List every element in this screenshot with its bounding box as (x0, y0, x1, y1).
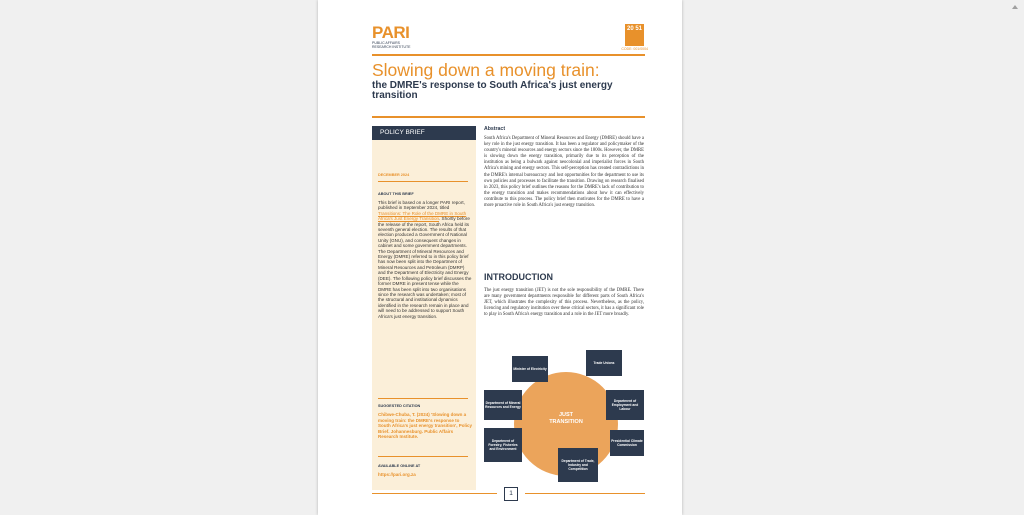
document-page (318, 0, 682, 515)
node-employment-labour: Department of Employment and Labour (606, 390, 644, 420)
available-label: AVAILABLE ONLINE AT (378, 464, 421, 468)
node-presidential-climate: Presidential Climate Commission (610, 430, 644, 456)
abstract-section (484, 126, 644, 209)
citation-label: SUGGESTED CITATION (378, 404, 421, 408)
node-forestry-fisheries: Department of Forestry, Fisheries and Environment (484, 428, 522, 462)
node-dmre: Department of Mineral Resources and Energy (484, 390, 522, 420)
sidebar-divider (378, 181, 468, 182)
about-text (378, 200, 472, 319)
citation-text: Chibwe-Chuba, T. (2024) 'Slowing down a moving train: the DMRE's response to South Africa's just energy transition', Policy Brief. Johannesburg. Public Affairs Research Institute. (378, 412, 472, 440)
title-divider (372, 116, 645, 118)
logo-mark-a: PA (372, 23, 394, 42)
policy-brief-heading: POLICY BRIEF (372, 126, 476, 140)
node-minister-electricity: Minister of Electricity (512, 356, 548, 382)
document-title: Slowing down a moving train: (372, 60, 600, 80)
logo-subtitle: PUBLIC AFFAIRS RESEARCH INSTITUTE (372, 41, 411, 49)
about-text-pre: This brief is based on a longer PARI report, published in September 2024, titled (378, 200, 465, 211)
introduction-heading: INTRODUCTION (484, 272, 553, 282)
footer-divider-left (372, 493, 497, 494)
page-number: 1 (504, 487, 518, 501)
abstract-text: South Africa's Department of Mineral Resources and Energy (DMRE) should have a key role in the just energy transition. It has been a regulator and policymaker of the country's mineral resources and energy sectors since the 1800s. However, the DMRE is slowing down the energy transition, primarily due to its perception of the institution as being a bulwark against neocolonial and imperialist forces in South Africa's mining and energy sectors. This self-perception has created contradictions in the DMRE's internal bureaucracy and lost opportunities for the department to use its own policies and processes to facilitate the transition. Drawing on research finalised in 2023, this policy brief outlines the reasons for the DMRE's lack of contribution to the energy transition and makes recommendations about how it can effectively contribute to this process. The policy brief then motivates for the DMRE to have a more proactive role in South Africa's just energy transition. (484, 136, 644, 209)
diagram-center-label: JUST TRANSITION (549, 412, 583, 425)
abstract-heading: Abstract (484, 126, 506, 132)
header-divider (372, 54, 645, 56)
introduction-text: The just energy transition (JET) is not the sole responsibility of the DMRE. There are many government departments responsible for different parts of South Africa's JET, which illustrates the complexity of this process. Nevertheless, as the policy, licencing and regulatory institution over these critical sectors, it has a significant role to play in South Africa's energy transition and a role in the JET more broadly. (484, 288, 644, 318)
scroll-up-arrow-icon[interactable] (1012, 4, 1018, 10)
pari-logo (372, 24, 412, 49)
pari-url-link[interactable]: https://pari.org.za (378, 472, 416, 477)
node-trade-unions: Trade Unions (586, 350, 622, 376)
anniversary-badge: 20 51 (625, 24, 644, 46)
about-label: ABOUT THIS BRIEF (378, 192, 414, 196)
node-trade-industry: Department of Trade, Industry and Competition (558, 448, 598, 482)
logo-mark-b: RI (393, 23, 410, 42)
sidebar-divider (378, 398, 468, 399)
document-subtitle: the DMRE's response to South Africa's just energy transition (372, 80, 613, 101)
brief-date: DECEMBER 2024 (378, 173, 410, 177)
just-transition-diagram (484, 350, 644, 485)
badge-code: CODE: 001/0004 (621, 47, 648, 51)
about-text-post: . Shortly before the release of the report, South Africa held its seventh general election. The results of that election produced a Government of National Unity (GNU), and consequent changes in cabinet and some government departments. The Department of Mineral Resources and Energy (DMRE) referred to in this policy brief has now been split into the Department of Mineral Resources and Petroleum (DMRP) and the Department of Electricity and Energy (DEE). The following policy brief discusses the former DMRE in present tense while the DMRE has been split into two organisations since the research was undertaken; most of the structural and institutional dynamics identified in the research remain in place and will need to be addressed to support South Africa's just energy transition. (378, 216, 472, 319)
sidebar-divider (378, 456, 468, 457)
footer-divider-right (525, 493, 645, 494)
sidebar (372, 126, 476, 490)
report-link[interactable]: Transitions: The Role of the DMRE in South Africa's Just Energy Transition (378, 210, 467, 222)
